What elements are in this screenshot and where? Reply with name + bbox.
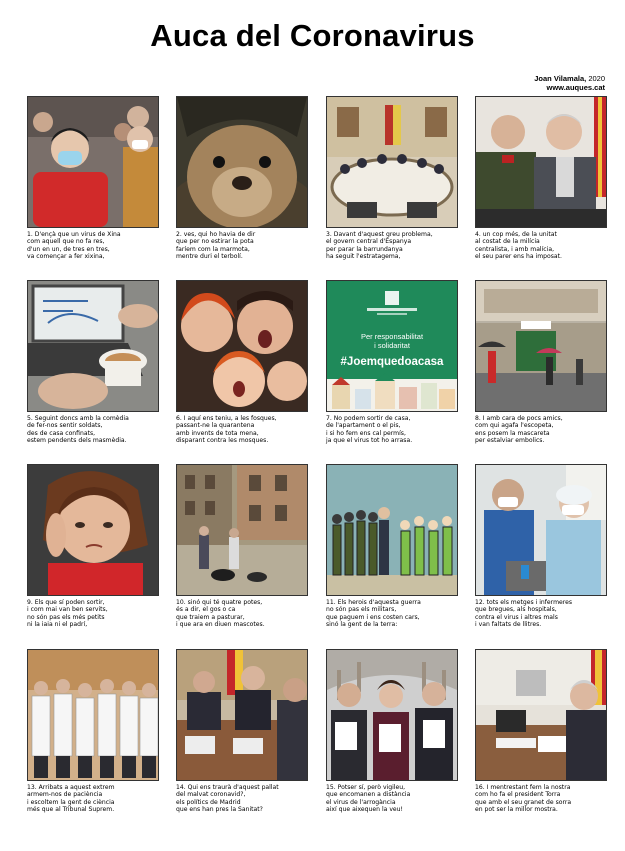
- scientists-photo: [27, 649, 159, 781]
- laptop-coffee-photo: [27, 280, 159, 412]
- panel-caption: 11. Els herois d'aquesta guerra no són pas els militars, que paguem i ens costen cars, sinó la gent de la terra:: [326, 599, 421, 628]
- press-conference-photo: [475, 96, 607, 228]
- panel-10: [176, 464, 307, 634]
- panel-12: [475, 464, 606, 634]
- hospital-staff-photo: [475, 464, 607, 596]
- credits-block: [534, 74, 605, 92]
- marmot-photo: [176, 96, 308, 228]
- campaign-poster: [326, 280, 458, 412]
- panel-caption: 12. tots els metges i infermeres que bregues, als hospitals, contra el virus i altres mals i van faltats de llitres.: [475, 599, 573, 628]
- website-link[interactable]: www.auques.cat: [546, 83, 605, 92]
- panel-8: [475, 280, 606, 450]
- panel-caption: 9. Els que sí poden sortir, i com mai van ben servits, no són pas els més petits ni la iaia ni el padrí,: [27, 599, 108, 628]
- panel-caption: 2. ves, qui ho havia de dir que per no estirar la pota faríem com la marmota, mentre duri el terbolí.: [176, 231, 256, 260]
- page-title: Auca del Coronavirus: [150, 18, 475, 53]
- poster-line-1: Per responsabilitat: [360, 332, 424, 341]
- panel-3: [326, 96, 457, 266]
- panel-caption: 13. Arribats a aquest extrem armem-nos de paciència i escoltem la gent de ciència més que al Tribunal Suprem.: [27, 784, 115, 813]
- panel-caption: 16. I mentrestant fem la nostra com ho fa el president Torra que amb el seu granet de sorra en pot ser la millor mostra.: [475, 784, 572, 813]
- panel-caption: 14. Qui ens traurà d'aquest pallat del malvat coronavid?, els polítics de Madrid que ens han pres la Sanitat?: [176, 784, 279, 813]
- cabinet-meeting-photo: [326, 96, 458, 228]
- panel-2: [176, 96, 307, 266]
- parliament-photo: [326, 649, 458, 781]
- panel-7: [326, 280, 457, 450]
- sad-child-photo: [27, 464, 159, 596]
- dog-walkers-photo: [176, 464, 308, 596]
- ministers-table-photo: [176, 649, 308, 781]
- soldiers-doctors-cartoon: [326, 464, 458, 596]
- panel-4: [475, 96, 606, 266]
- poster-hashtag: #Joemquedoacasa: [340, 356, 444, 368]
- panel-caption: 1. D'ençà que un virus de Xina com aquell que no fa res, d'un en un, de tres en tres, va començar a fer xixina,: [27, 231, 121, 260]
- panel-caption: 15. Potser sí, però vigileu, que encomanen a distància el virus de l'arrogància així que aixequen la veu!: [326, 784, 411, 813]
- pharmacy-street-photo: [475, 280, 607, 412]
- family-selfie-photo: [176, 280, 308, 412]
- author-name: Joan Vilamala,: [534, 74, 587, 83]
- panel-1: [27, 96, 158, 266]
- masked-crowd-photo: [27, 96, 159, 228]
- poster-line-2: i solidaritat: [374, 341, 410, 350]
- panel-5: [27, 280, 158, 450]
- panel-16: [475, 649, 606, 819]
- panel-caption: 3. Davant d'aquest greu problema, el govern central d'Espanya per parar la barrundanya ha seguit l'estratagema,: [326, 231, 433, 260]
- panel-15: [326, 649, 457, 819]
- panel-caption: 5. Seguint doncs amb la comèdia de fer-nos sentir soldats, des de casa confinats, estem pendents dels masmèdia.: [27, 415, 129, 444]
- panel-caption: 7. No podem sortir de casa, de l'apartament o el pis, i si ho fem ens cal permís, ja que el virus tot ho arrasa.: [326, 415, 413, 444]
- panel-caption: 4. un cop més, de la unitat al costat de la milícia centralista, i amb malícia, el seu parer ens ha imposat.: [475, 231, 562, 260]
- panel-6: [176, 280, 307, 450]
- panel-11: [326, 464, 457, 634]
- panel-13: [27, 649, 158, 819]
- panel-caption: 8. I amb cara de pocs amics, com qui agafa l'escopeta, ens posem la mascareta per estalviar embolics.: [475, 415, 563, 444]
- panel-9: [27, 464, 158, 634]
- president-office-photo: [475, 649, 607, 781]
- credits-year: 2020: [588, 74, 605, 83]
- panel-caption: 6. I aquí ens teniu, a les fosques, passant-ne la quarantena amb invents de tota mena, disparant contra les mosques.: [176, 415, 277, 444]
- panel-caption: 10. sinó qui té quatre potes, és a dir, el gos o ca que traiem a pasturar, i que ara en diuen mascotes.: [176, 599, 265, 628]
- panel-14: [176, 649, 307, 819]
